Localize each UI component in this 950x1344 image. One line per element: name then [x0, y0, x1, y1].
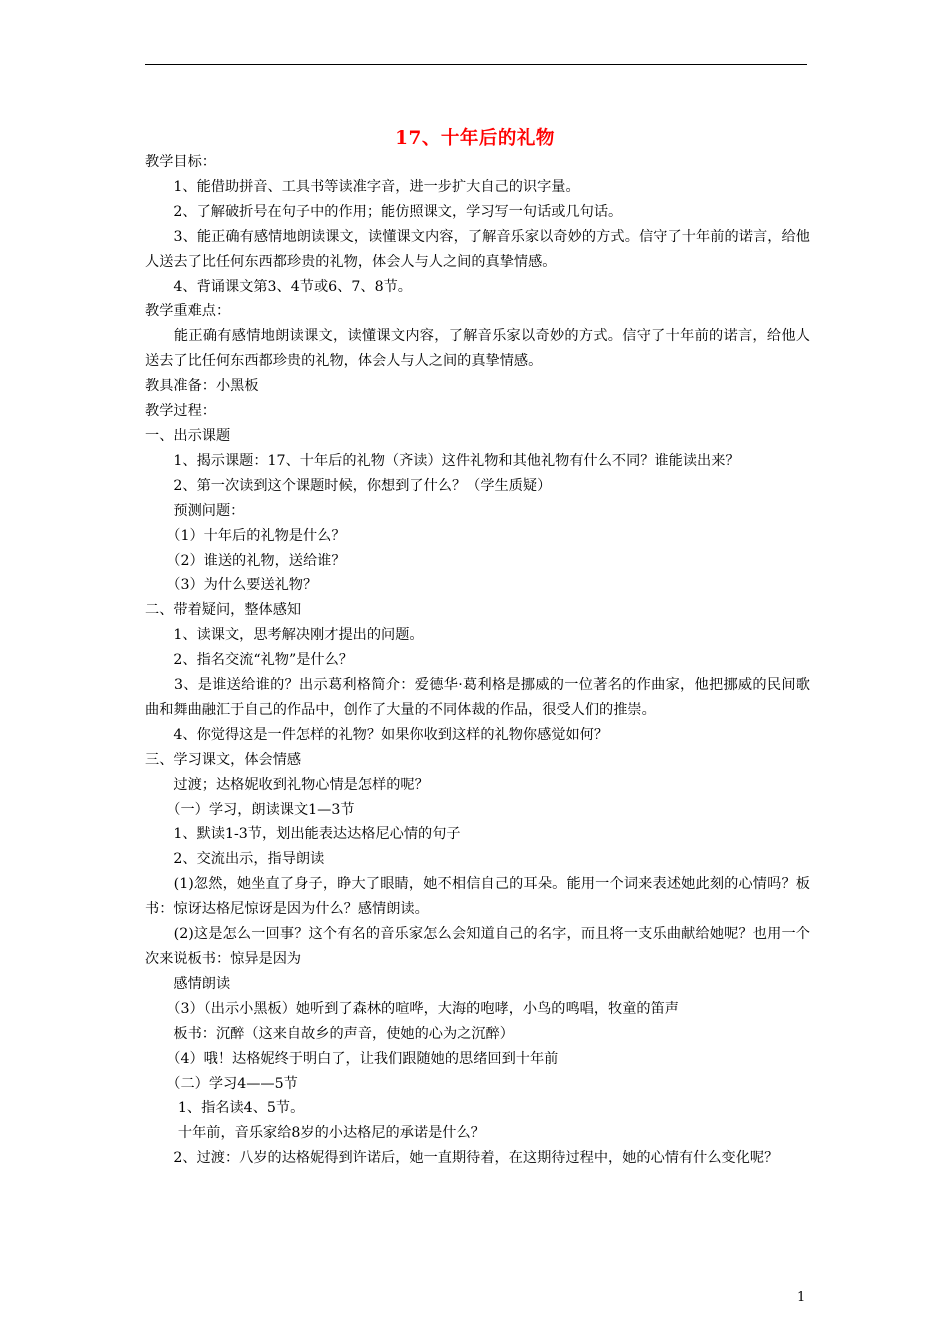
paragraph: （1）十年后的礼物是什么？: [145, 527, 346, 544]
paragraph: 教学重难点：: [145, 303, 231, 320]
document-title: 17、十年后的礼物: [395, 128, 555, 149]
paragraph: （3）（出示小黑板）她听到了森林的喧哗，大海的咆哮，小鸟的鸣唱，牧童的笛声: [145, 1000, 679, 1017]
paragraph: 二、带着疑问，整体感知: [145, 602, 302, 619]
paragraph: (1)忽然，她坐直了身子，睁大了眼睛，她不相信自己的耳朵。能用一个词来表述她此刻的心情吗？板书：惊讶达格尼惊讶是因为什么？感情朗读。: [145, 876, 810, 918]
paragraph: （4）哦！达格妮终于明白了，让我们跟随她的思绪回到十年前: [145, 1050, 559, 1067]
paragraph: 2、指名交流“礼物”是什么？: [145, 652, 353, 669]
paragraph: （二）学习4——5节: [145, 1075, 298, 1092]
paragraph: 3、是谁送给谁的？出示葛利格简介：爱德华·葛利格是挪威的一位著名的作曲家，他把挪威的民间歌曲和舞曲融汇于自己的作品中，创作了大量的不同体裁的作品，很受人们的推崇。: [145, 677, 810, 718]
paragraph: （3）为什么要送礼物？: [145, 577, 318, 594]
paragraph: 一、出示课题: [145, 427, 231, 444]
paragraph: （2）谁送的礼物，送给谁？: [145, 552, 346, 569]
paragraph: 过渡；达格妮收到礼物心情是怎样的呢？: [145, 776, 429, 793]
paragraph: 1、指名读4、5节。: [145, 1100, 305, 1117]
paragraph: (2)这是怎么一回事？这个有名的音乐家怎么会知道自己的名字，而且将一支乐曲献给她呢？也用一个次来说板书：惊异是因为: [145, 926, 810, 967]
paragraph: 1、能借助拼音、工具书等读准字音，进一步扩大自己的识字量。: [145, 178, 580, 195]
paragraph: 1、读课文，思考解决刚才提出的问题。: [145, 627, 424, 644]
paragraph: 教具准备：小黑板: [145, 378, 259, 395]
paragraph: 1、默读1-3节，划出能表达达格尼心情的句子: [145, 826, 461, 843]
paragraph: 2、交流出示，指导朗读: [145, 851, 325, 868]
document-body: [145, 150, 810, 1171]
paragraph: 4、背诵课文第3、4节或6、7、8节。: [145, 278, 412, 295]
paragraph: 教学过程：: [145, 403, 216, 420]
paragraph: 2、了解破折号在句子中的作用；能仿照课文，学习写一句话或几句话。: [145, 203, 623, 220]
paragraph: （一）学习，朗读课文1—3节: [145, 801, 355, 818]
paragraph: 3、能正确有感情地朗读课文，读懂课文内容，了解音乐家以奇妙的方式。信守了十年前的诺言，给他人送去了比任何东西都珍贵的礼物，体会人与人之间的真挚情感。: [145, 228, 810, 270]
paragraph: 三、学习课文，体会情感: [145, 751, 302, 768]
page-number: 1: [797, 1290, 806, 1305]
header-rule: [145, 64, 807, 65]
paragraph: 2、第一次读到这个课题时候，你想到了什么？（学生质疑）: [145, 477, 552, 494]
paragraph: 板书：沉醉（这来自故乡的声音，使她的心为之沉醉）: [145, 1025, 514, 1042]
paragraph: 十年前，音乐家给8岁的小达格尼的承诺是什么？: [145, 1125, 485, 1142]
paragraph: 1、揭示课题：17、十年后的礼物（齐读）这件礼物和其他礼物有什么不同？谁能读出来？: [145, 452, 740, 469]
paragraph: 教学目标：: [145, 154, 216, 170]
paragraph: 能正确有感情地朗读课文，读懂课文内容，了解音乐家以奇妙的方式。信守了十年前的诺言，给他人送去了比任何东西都珍贵的礼物，体会人与人之间的真挚情感。: [145, 328, 810, 370]
paragraph: 预测问题：: [145, 502, 245, 519]
paragraph: 感情朗读: [145, 975, 231, 992]
paragraph: 4、你觉得这是一件怎样的礼物？如果你收到这样的礼物你感觉如何？: [145, 726, 609, 743]
paragraph: 2、过渡：八岁的达格妮得到许诺后，她一直期待着，在这期待过程中，她的心情有什么变化呢？: [145, 1150, 779, 1167]
